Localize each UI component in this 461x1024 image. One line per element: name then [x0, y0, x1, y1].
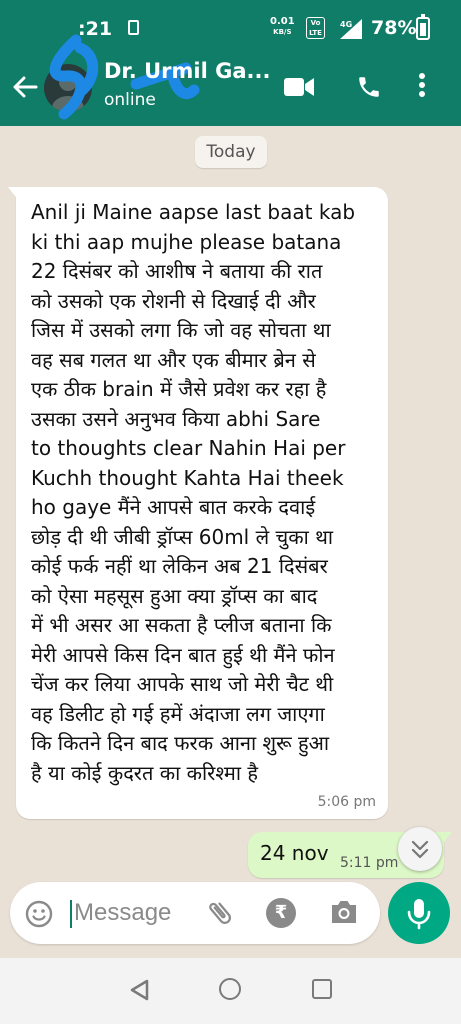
scroll-down-icon — [398, 827, 442, 871]
nav-back-icon[interactable] — [128, 978, 150, 1002]
nav-home-icon[interactable] — [219, 978, 241, 1000]
message-time: 5:11 pm — [340, 855, 399, 871]
network-type-label: 4G — [340, 20, 353, 29]
nav-recents-icon[interactable] — [312, 979, 332, 999]
contact-name[interactable]: Dr. Urmil Ga... — [104, 59, 271, 83]
incoming-message[interactable] — [16, 187, 388, 819]
chat-header — [0, 58, 461, 126]
attach-icon[interactable] — [205, 898, 235, 928]
rupee-icon[interactable]: ₹ — [266, 898, 296, 928]
message-composer — [10, 882, 380, 944]
emoji-icon[interactable] — [25, 900, 53, 928]
signal-icon — [338, 18, 364, 40]
scroll-down-button[interactable] — [398, 827, 442, 871]
network-speed-unit: KB/S — [273, 28, 292, 36]
contact-status: online — [104, 90, 156, 110]
chat-area[interactable] — [0, 126, 461, 950]
phone-icon[interactable] — [356, 74, 382, 100]
more-vert-icon[interactable] — [418, 72, 426, 98]
battery-percentage: 78% — [371, 17, 417, 39]
status-time: :21 — [78, 18, 113, 40]
date-chip: Today — [195, 136, 267, 168]
video-call-icon[interactable] — [284, 76, 314, 98]
network-speed — [270, 17, 295, 37]
message-time: 5:06 pm — [317, 794, 376, 810]
camera-icon[interactable] — [329, 898, 359, 926]
mic-icon — [388, 882, 450, 944]
message-input[interactable] — [70, 894, 204, 932]
message-text: Anil ji Maine aapse last baat kab ki thi aap mujhe please batana 22 दिसंबर को आशीष ने बताया की रात को उसको एक रोशनी से दिखाई दी और जिस में उसको लगा कि जो वह सोचता था वह सब गलत था और एक बीमार ब्रेन से एक ठीक brain में जैसे प्रवेश कर रहा है उसका उसने अनुभव किया abhi Sare to thoughts clear Nahin Hai per Kuchh thought Kahta Hai theek ho gaye मैंने आपसे बात करके दवाई छोड़ दी थी जीबी ड्रॉप्स 60ml ले चुका था कोई फर्क नहीं था लेकिन अब 21 दिसंबर को ऐसा महसूस हुआ क्या ड्रॉप्स का बाद में भी असर आ सकता है प्लीज बताना कि मेरी आपसे किस दिन बात हुई थी मैंने फोन चेंज कर लिया आपके साथ जो मेरी चैट थी वह डिलीट हो गई हमें अंदाजा लग जाएगा कि कितने दिन बाद फरक आना शुरू हुआ है या कोई कुदरत का करिश्मा है — [31, 200, 356, 785]
network-speed-value: 0.01 — [270, 16, 295, 27]
system-nav-bar — [0, 958, 461, 1024]
volte-icon: Vo LTE — [306, 17, 325, 39]
message-text: 24 nov — [260, 841, 329, 865]
battery-icon — [416, 17, 430, 40]
top-bar — [0, 0, 461, 126]
mic-button[interactable] — [388, 882, 450, 944]
